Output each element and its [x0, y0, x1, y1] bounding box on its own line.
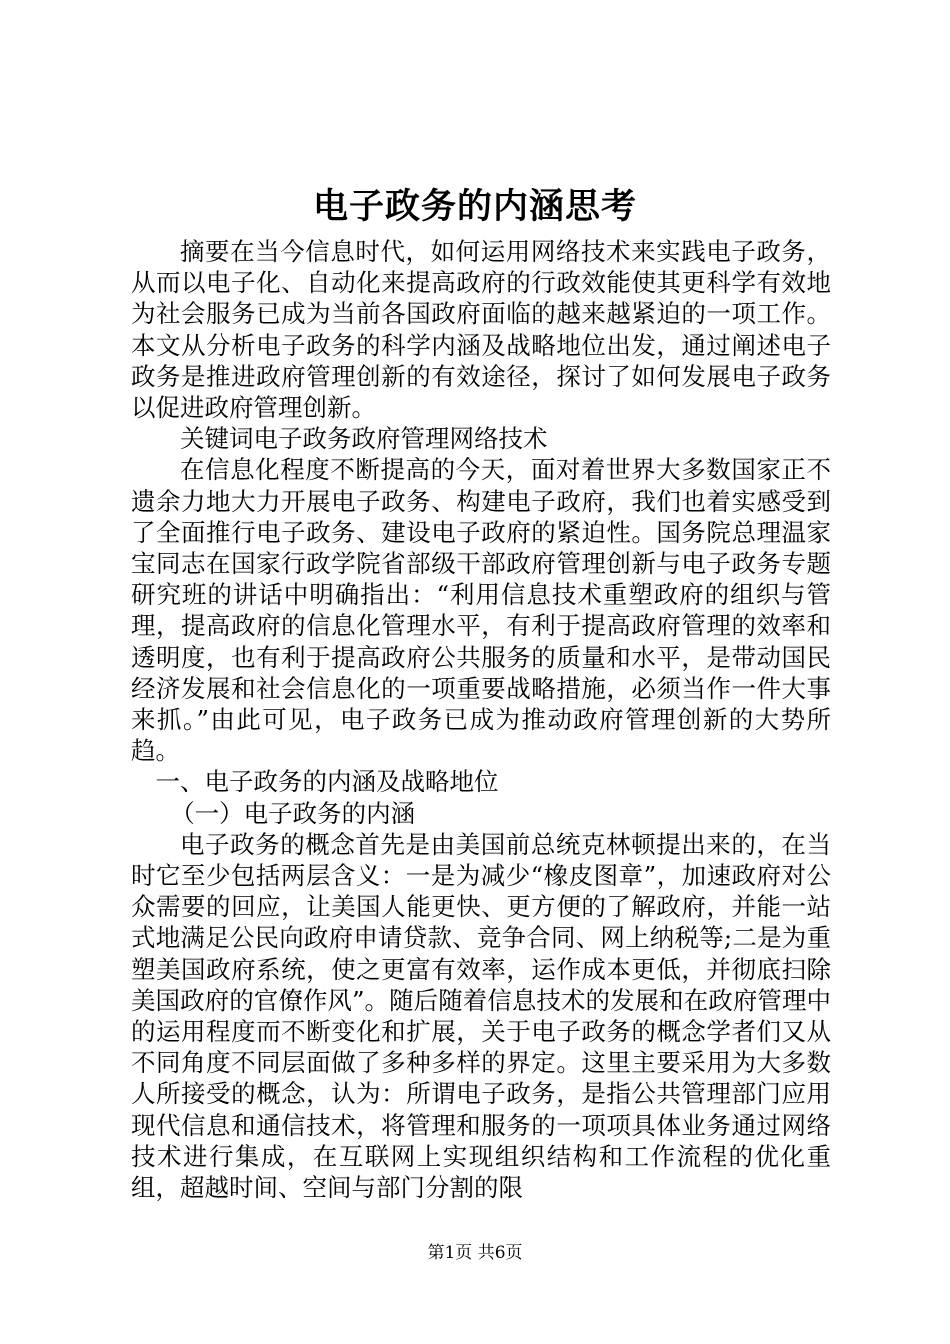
- abstract-paragraph: 摘要在当今信息时代，如何运用网络技术来实践电子政务，从而以电子化、自动化来提高政府的行政效能使其更科学有效地为社会服务已成为当前各国政府面临的越来越紧迫的一项工作。本文从分析电子政务的科学内涵及战略地位出发，通过阐述电子政务是推进政府管理创新的有效途径，探讨了如何发展电子政务以促进政府管理创新。: [131, 237, 831, 423]
- section-heading: 一、电子政务的内涵及战略地位: [155, 767, 499, 797]
- subsection-heading: （一）电子政务的内涵: [170, 798, 416, 828]
- document-title: 电子政务的内涵思考: [312, 186, 637, 227]
- page-footer: 第1页 共6页: [427, 1243, 523, 1263]
- keywords-paragraph: 关键词电子政务政府管理网络技术: [180, 424, 548, 454]
- document-body: [131, 236, 831, 1203]
- body-paragraph: 电子政务的概念首先是由美国前总统克林顿提出来的，在当时它至少包括两层含义：一是为减少“橡皮图章”，加速政府对公众需要的回应，让美国人能更快、更方便的了解政府，并能一站式地满足公民向政府申请贷款、竞争合同、网上纳税等;二是为重塑美国政府系统，使之更富有效率，运作成本更低，并彻底扫除美国政府的官僚作风”。随后随着信息技术的发展和在政府管理中的运用程度而不断变化和扩展，关于电子政务的概念学者们又从不同角度不同层面做了多种多样的界定。这里主要采用为大多数人所接受的概念，认为：所谓电子政务，是指公共管理部门应用现代信息和通信技术，将管理和服务的一项项具体业务通过网络技术进行集成，在互联网上实现组织结构和工作流程的优化重组，超越时间、空间与部门分割的限: [131, 829, 831, 1203]
- intro-paragraph: 在信息化程度不断提高的今天，面对着世界大多数国家正不遗余力地大力开展电子政务、构建电子政府，我们也着实感受到了全面推行电子政务、建设电子政府的紧迫性。国务院总理温家宝同志在国家行政学院省部级干部政府管理创新与电子政务专题研究班的讲话中明确指出：“利用信息技术重塑政府的组织与管理，提高政府的信息化管理水平，有利于提高政府管理的效率和透明度，也有利于提高政府公共服务的质量和水平，是带动国民经济发展和社会信息化的一项重要战略措施，必须当作一件大事来抓。”由此可见，电子政务已成为推动政府管理创新的大势所趋。: [131, 455, 831, 766]
